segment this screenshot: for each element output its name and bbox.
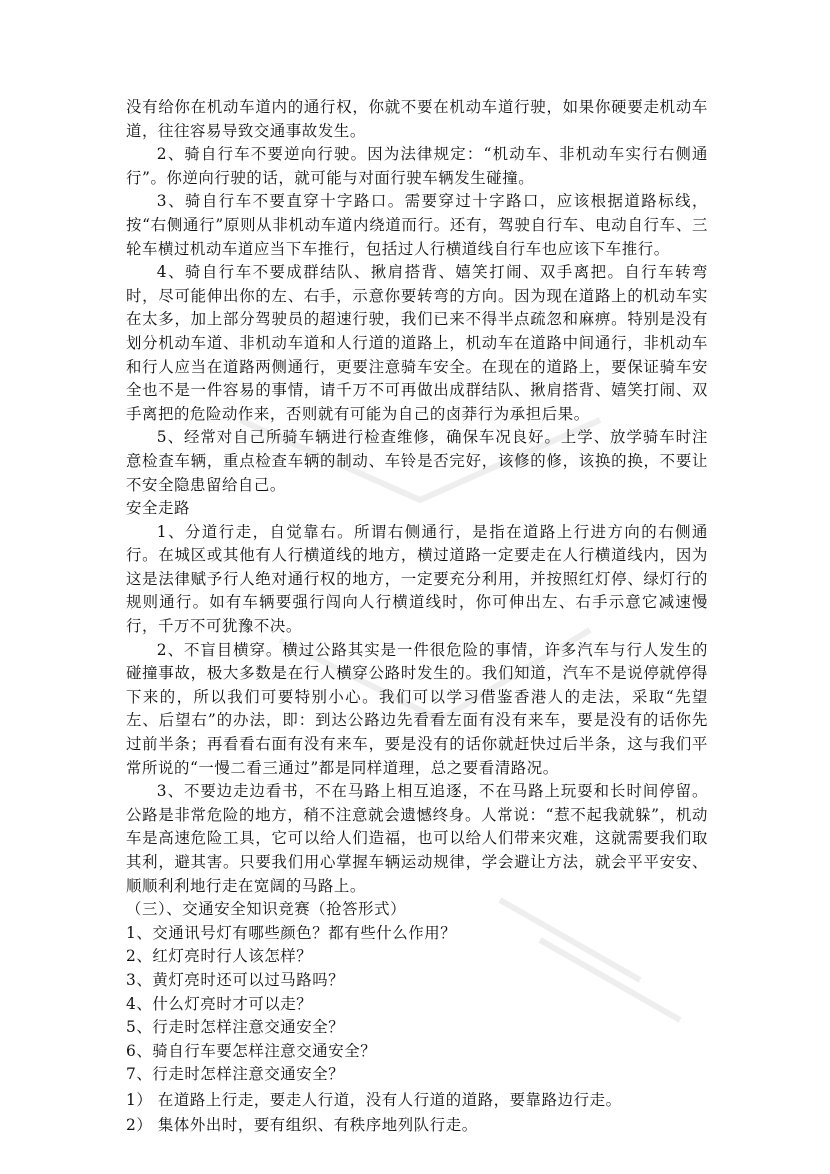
list-item: 3、黄灯亮时还可以过马路吗？ [126, 970, 345, 989]
list-item: 2、红灯亮时行人该怎样？ [126, 947, 313, 966]
paragraph-bike-maintenance: 5、经常对自己所骑车辆进行检查维修，确保车况良好。上学、放学骑车时注意检查车辆，重点检查车辆的制动、车铃是否完好，该修的修，该换的换，不要让不安全隐患留给自己。 [126, 428, 708, 494]
list-item: 1、交通讯号灯有哪些颜色？都有些什么作用？ [126, 923, 457, 942]
paragraph-walk-keep-right: 1、分道行走，自觉靠右。所谓右侧通行，是指在道路上行进方向的右侧通行。在城区或其他有人行横道线的地方，横过道路一定要走在人行横道线内，因为这是法律赋予行人绝对通行权的地方，一定要充分利用，并按照红灯停、绿灯行的规则通行。如有车辆要强行闯向人行横道线时，你可伸出左、右手示意它减速慢行，千万不可犹豫不决。 [126, 522, 708, 636]
quiz-question-list [126, 922, 708, 1087]
paragraph-bike-no-wrong-way: 2、骑自行车不要逆向行驶。因为法律规定：“机动车、非机动车实行右侧通行”。你逆向行驶的话，就可能与对面行驶车辆发生碰撞。 [126, 145, 708, 187]
section-heading-quiz: （三）、交通安全知识竞赛（抢答形式） [126, 900, 407, 919]
paragraph-bike-crossroads: 3、骑自行车不要直穿十字路口。需要穿过十字路口，应该根据道路标线，按“右侧通行”原则从非机动车道内绕道而行。还有，驾驶自行车、电动自行车、三轮车横过机动车道应当下车推行，包括过人行横道线自行车也应该下车推行。 [126, 192, 708, 258]
paragraph-walk-no-blind-crossing: 2、不盲目横穿。横过公路其实是一件很危险的事情，许多汽车与行人发生的碰撞事故，极大多数是在行人横穿公路时发生的。我们知道，汽车不是说停就停得下来的，所以我们可要特别小心。我们可以学习借鉴香港人的走法，采取“先望左、后望右”的办法，即：到达公路边先看看左面有没有来车，要是没有的话你先过前半条；再看看右面有没有来车，要是没有的话你就赶快过后半条，这与我们平常所说的“一慢二看三通过”都是同样道理，总之要看清路况。 [126, 640, 708, 777]
document-body [126, 96, 708, 1138]
list-item: 7、行走时怎样注意交通安全？ [126, 1065, 345, 1084]
paragraph-walk-no-reading: 3、不要边走边看书，不在马路上相互追逐，不在马路上玩耍和长时间停留。公路是非常危险的地方，稍不注意就会遗憾终身。人常说：“惹不起我就躲”，机动车是高速危险工具，它可以给人们造福，也可以给人们带来灾难，这就需要我们取其利，避其害。只要我们用心掌握车辆运动规律，学会避让方法，就会平平安安、顺顺利利地行走在宽阔的马路上。 [126, 782, 708, 895]
paragraph-bike-no-groups: 4、骑自行车不要成群结队、揪肩搭背、嬉笑打闹、双手离把。自行车转弯时，尽可能伸出你的左、右手，示意你要转弯的方向。因为现在道路上的机动车实在太多，加上部分驾驶员的超速行驶，我们已来不得半点疏忽和麻痹。特别是没有划分机动车道、非机动车道和人行道的道路上，机动车在道路中间通行，非机动车和行人应当在道路两侧通行，更要注意骑车安全。在现在的道路上，要保证骑车安全也不是一件容易的事情，请千万不可再做出成群结队、揪肩搭背、嬉笑打闹、双手离把的危险动作来，否则就有可能为自己的卤莽行为承担后果。 [126, 263, 708, 423]
paragraph-continuation: 没有给你在机动车道内的通行权，你就不要在机动车道行驶，如果你硬要走机动车道，往往容易导致交通事故发生。 [126, 98, 708, 140]
list-item: 2） 集体外出时，要有组织、有秩序地列队行走。 [126, 1115, 478, 1134]
heading-safe-walking: 安全走路 [126, 499, 190, 518]
list-item: 5、行走时怎样注意交通安全？ [126, 1018, 345, 1037]
quiz-answer-list [126, 1089, 708, 1137]
list-item: 6、骑自行车要怎样注意交通安全？ [126, 1041, 377, 1060]
list-item: 4、什么灯亮时才可以走？ [126, 994, 313, 1013]
list-item: 1） 在道路上行走，要走人行道，没有人行道的道路，要靠路边行走。 [126, 1090, 622, 1109]
